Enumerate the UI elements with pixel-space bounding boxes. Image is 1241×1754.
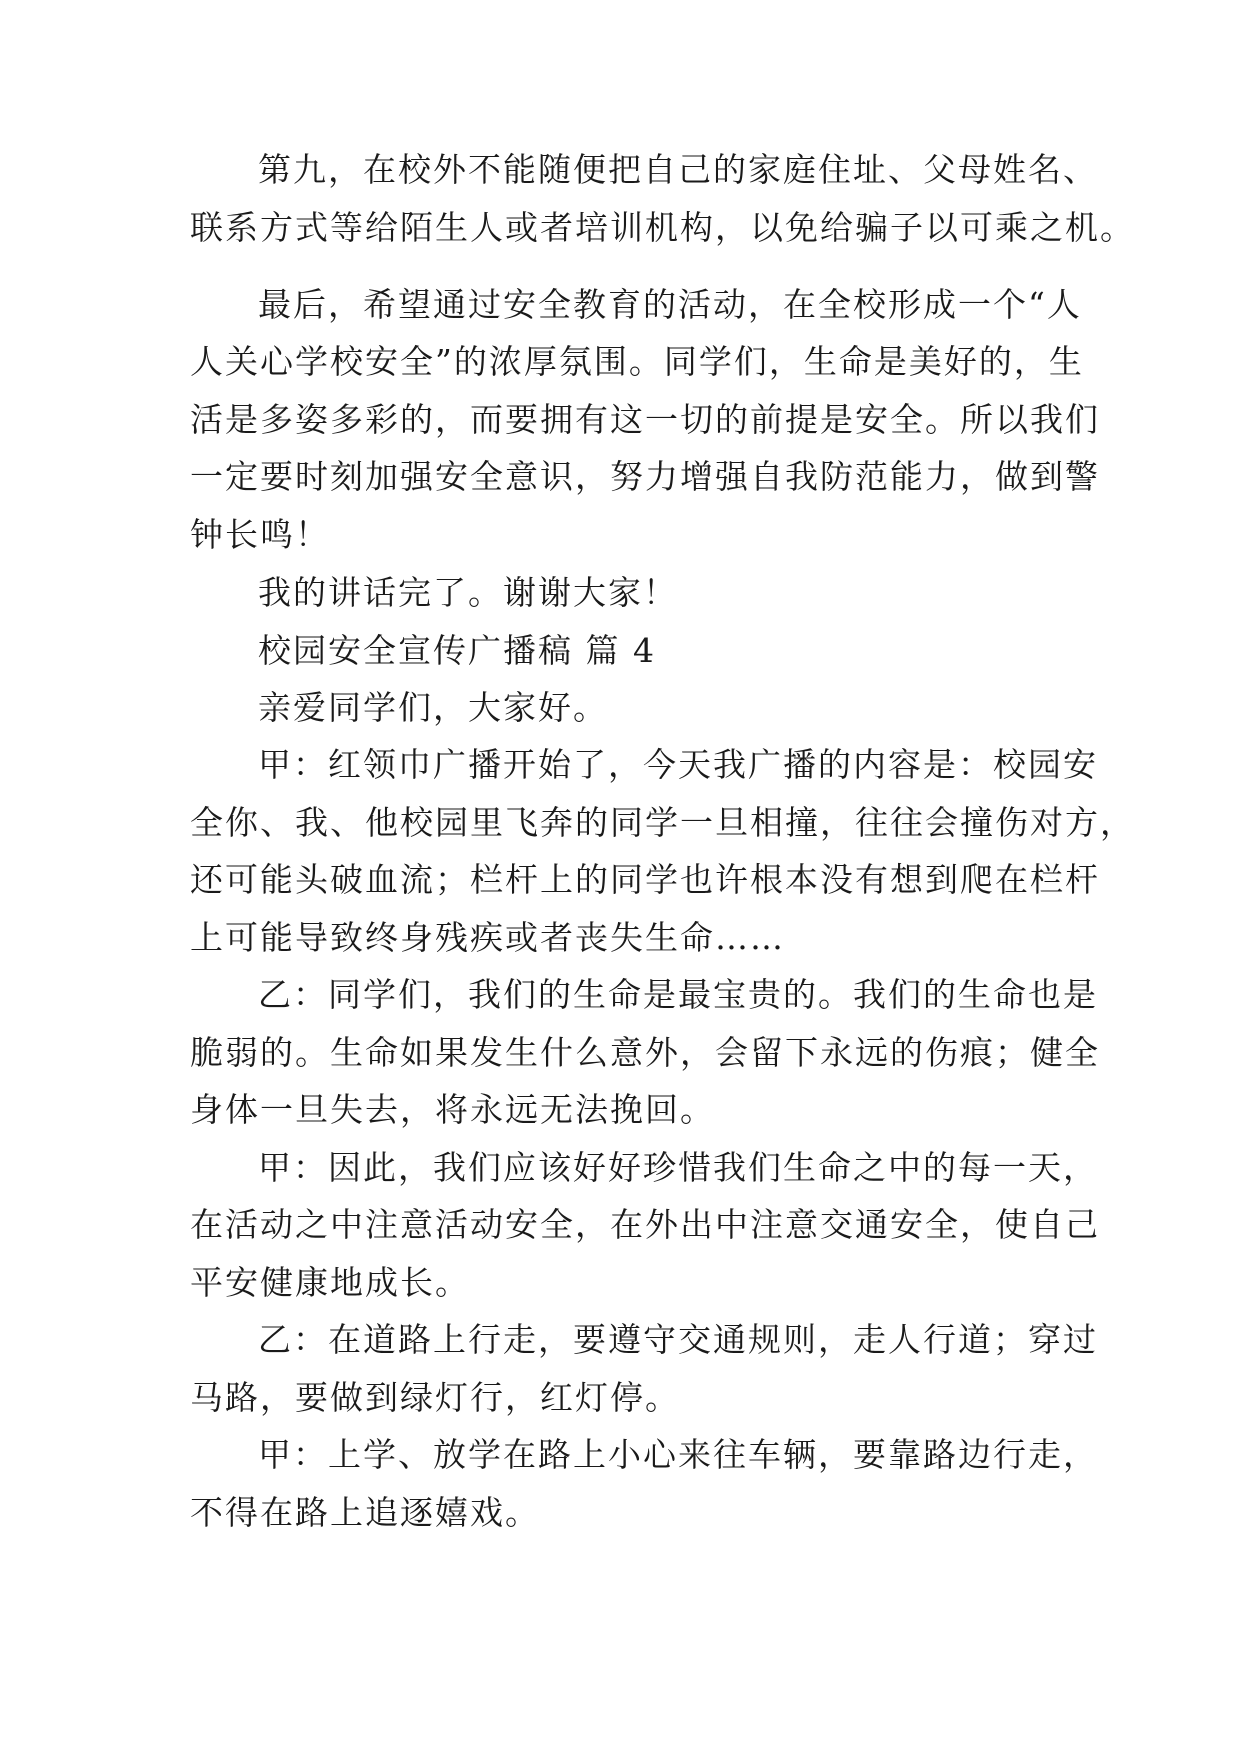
text-line: 人关心学校安全”的浓厚氛围。同学们，生命是美好的，生: [190, 342, 1084, 381]
text-line: 马路，要做到绿灯行，红灯停。: [190, 1378, 680, 1417]
text-line: 钟长鸣！: [190, 515, 330, 554]
text-line: 甲：红领巾广播开始了，今天我广播的内容是：校园安: [258, 745, 1098, 784]
text-line: 还可能头破血流；栏杆上的同学也许根本没有想到爬在栏杆: [190, 860, 1100, 899]
text-line: 平安健康地成长。: [190, 1263, 470, 1302]
text-line: 身体一旦失去，将永远无法挽回。: [190, 1090, 715, 1129]
text-line: 活是多姿多彩的，而要拥有这一切的前提是安全。所以我们: [190, 400, 1100, 439]
text-line: 在活动之中注意活动安全，在外出中注意交通安全，使自己: [190, 1205, 1100, 1244]
text-line: 一定要时刻加强安全意识，努力增强自我防范能力，做到警: [190, 457, 1100, 496]
text-line: 乙：在道路上行走，要遵守交通规则，走人行道；穿过: [258, 1320, 1098, 1359]
text-line: 乙：同学们，我们的生命是最宝贵的。我们的生命也是: [258, 975, 1098, 1014]
text-line: 最后，希望通过安全教育的活动，在全校形成一个“人: [258, 285, 1082, 324]
text-line: 亲爱同学们，大家好。: [258, 688, 608, 727]
text-line: 上可能导致终身残疾或者丧失生命……: [190, 918, 785, 957]
text-line: 甲：因此，我们应该好好珍惜我们生命之中的每一天，: [258, 1148, 1098, 1187]
text-line: 甲：上学、放学在路上小心来往车辆，要靠路边行走，: [258, 1435, 1098, 1474]
text-line: 脆弱的。生命如果发生什么意外，会留下永远的伤痕；健全: [190, 1033, 1100, 1072]
text-line: 联系方式等给陌生人或者培训机构，以免给骗子以可乘之机。: [190, 208, 1135, 247]
text-line: 第九，在校外不能随便把自己的家庭住址、父母姓名、: [258, 150, 1098, 189]
section-heading: 校园安全宣传广播稿 篇 4: [258, 631, 656, 670]
text-line: 不得在路上追逐嬉戏。: [190, 1493, 540, 1532]
text-line: 全你、我、他校园里飞奔的同学一旦相撞，往往会撞伤对方，: [190, 803, 1135, 842]
text-line: 我的讲话完了。谢谢大家！: [258, 573, 678, 612]
